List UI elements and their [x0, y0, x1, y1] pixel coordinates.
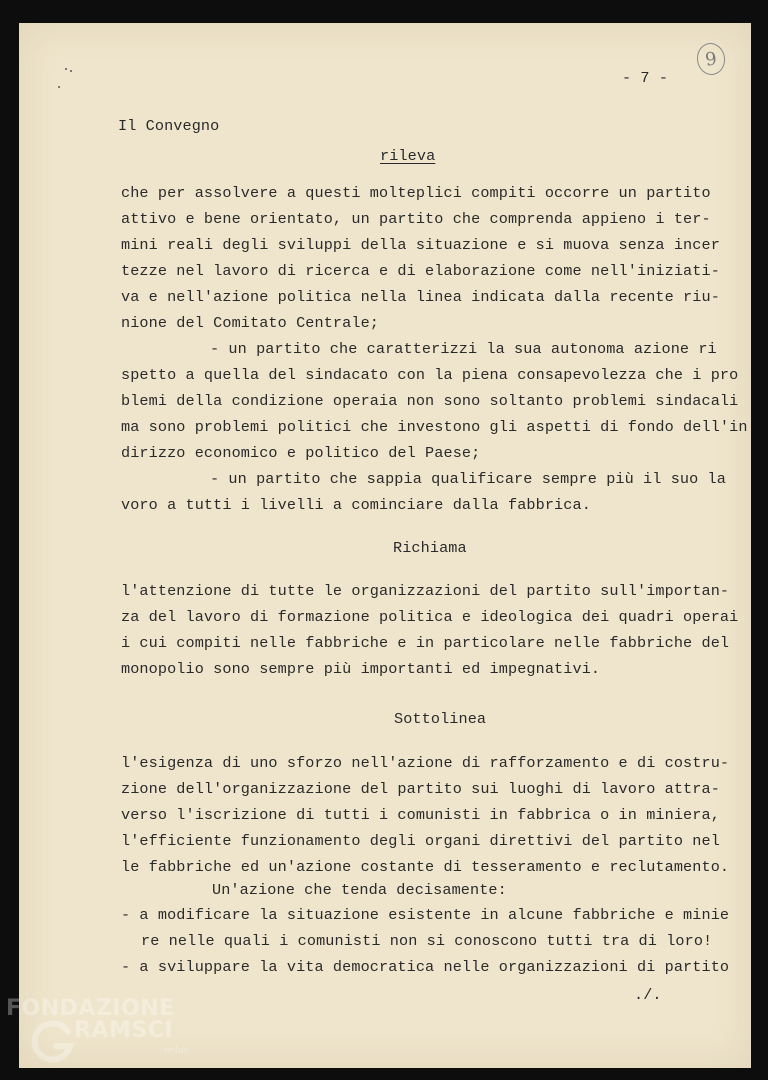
text-line: zione dell'organizzazione del partito sui luoghi di lavoro attra-: [121, 780, 720, 798]
text-line: tezze nel lavoro di ricerca e di elaborazione come nell'iniziati-: [121, 262, 720, 280]
text-line: l'esigenza di uno sforzo nell'azione di rafforzamento e di costru-: [121, 754, 730, 772]
text-line: - a modificare la situazione esistente in alcune fabbriche e minie: [121, 906, 730, 924]
text-line: Un'azione che tenda decisamente:: [212, 881, 507, 899]
text-line: che per assolvere a questi molteplici compiti occorre un partito: [121, 184, 711, 202]
text-line: - a sviluppare la vita democratica nelle organizzazioni di partito: [121, 958, 730, 976]
text-line: l'efficiente funzionamento degli organi direttivi del partito nel: [121, 832, 720, 850]
watermark-g-logo-icon: [30, 1018, 76, 1064]
text-line: - un partito che sappia qualificare sempre più il suo la: [210, 470, 726, 488]
section-title-richiama: Richiama: [393, 539, 467, 557]
watermark-line1: FONDAZIONE: [6, 996, 175, 1021]
text-line: monopolio sono sempre più importanti ed impegnativi.: [121, 660, 601, 678]
text-line: voro a tutti i livelli a cominciare dalla fabbrica.: [121, 496, 591, 514]
text-line: spetto a quella del sindacato con la piena consapevolezza che i pro: [121, 366, 739, 384]
watermark-line2: RAMSCI: [74, 1018, 174, 1043]
text-line: nione del Comitato Centrale;: [121, 314, 379, 332]
text-line: za del lavoro di formazione politica e ideologica dei quadri operai: [121, 608, 739, 626]
text-line: blemi della condizione operaia non sono soltanto problemi sindacali: [121, 392, 739, 410]
watermark-line3: onlus: [164, 1046, 189, 1056]
text-line: ma sono problemi politici che investono gli aspetti di fondo dell'in: [121, 418, 748, 436]
text-line: re nelle quali i comunisti non si conoscono tutti tra di loro!: [141, 932, 713, 950]
text-line: verso l'iscrizione di tutti i comunisti in fabbrica o in miniera,: [121, 806, 720, 824]
section-title-sottolinea: Sottolinea: [394, 710, 487, 728]
page-number: - 7 -: [622, 69, 669, 87]
heading-convegno: Il Convegno: [118, 117, 220, 135]
text-line: mini reali degli sviluppi della situazione e si muova senza incer: [121, 236, 720, 254]
text-line: dirizzo economico e politico del Paese;: [121, 444, 481, 462]
text-line: l'attenzione di tutte le organizzazioni del partito sull'importan-: [121, 582, 730, 600]
fondazione-gramsci-watermark: [4, 996, 204, 1076]
text-line: attivo e bene orientato, un partito che comprenda appieno i ter-: [121, 210, 711, 228]
annotation-number: 9: [703, 47, 719, 71]
section-title-rileva: rileva: [380, 147, 436, 165]
text-line: va e nell'azione politica nella linea indicata dalla recente riu-: [121, 288, 720, 306]
text-line: - un partito che caratterizzi la sua autonoma azione ri: [210, 340, 717, 358]
text-line: i cui compiti nelle fabbriche e in particolare nelle fabbriche del: [121, 634, 730, 652]
text-line: le fabbriche ed un'azione costante di tesseramento e reclutamento.: [121, 858, 730, 876]
continuation-mark: ./.: [634, 986, 662, 1004]
